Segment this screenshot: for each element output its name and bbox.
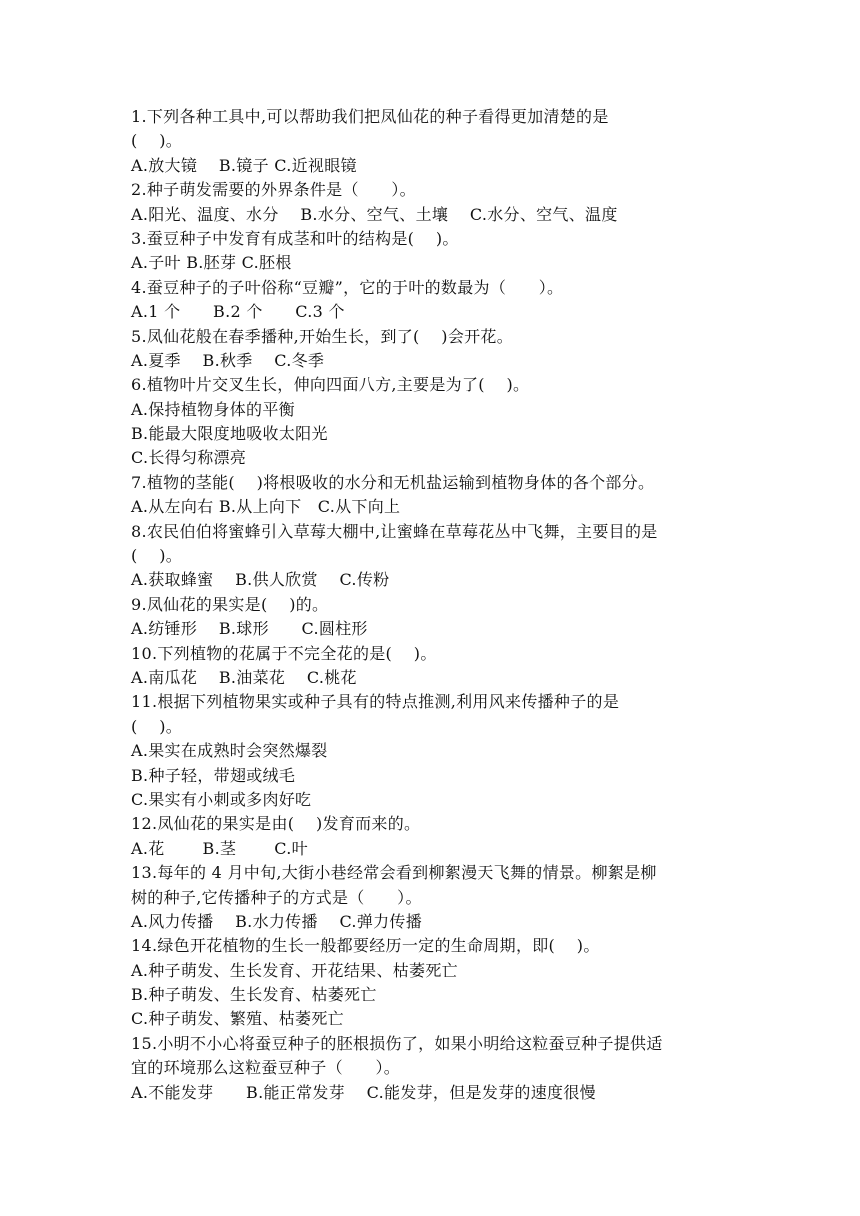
q4-stem: 4.蚕豆种子的子叶俗称“豆瓣”，它的于叶的数最为（ ）。 (131, 277, 564, 297)
q6-option-b: B.能最大限度地吸收太阳光 (131, 424, 328, 444)
q1-stem-line1: 1.下列各种工具中,可以帮助我们把凤仙花的种子看得更加清楚的是 (131, 107, 609, 126)
worksheet-body (131, 105, 741, 1105)
q5-options: A.夏季 B.秋季 C.冬季 (131, 350, 325, 370)
q1-stem-line2: ( )。 (131, 131, 183, 151)
q11-option-c: C.果实有小刺或多肉好吃 (131, 789, 312, 809)
q13-stem-line1: 13.每年的 4 月中旬,大街小巷经常会看到柳絮漫天飞舞的情景。柳絮是柳 (131, 863, 657, 883)
q9-stem: 9.凤仙花的果实是( )的。 (131, 594, 329, 614)
q6-option-a: A.保持植物身体的平衡 (131, 399, 295, 419)
q3-options: A.子叶 B.胚芽 C.胚根 (131, 253, 292, 273)
q6-option-c: C.长得匀称漂亮 (131, 448, 247, 468)
q5-stem: 5.凤仙花般在春季播种,开始生长，到了( )会开花。 (131, 326, 514, 346)
q14-stem: 14.绿色开花植物的生长一般都要经历一定的生命周期，即( )。 (131, 936, 600, 956)
q12-stem: 12.凤仙花的果实是由( )发育而来的。 (131, 814, 421, 834)
q14-option-c: C.种子萌发、繁殖、枯萎死亡 (131, 1009, 344, 1029)
q13-stem-line2: 树的种子,它传播种子的方式是（ ）。 (131, 887, 422, 907)
q7-options: A.从左向右 B.从上向下 C.从下向上 (131, 497, 401, 517)
q1-options: A.放大镜 B.镜子 C.近视眼镜 (131, 155, 357, 175)
q11-option-b: B.种子轻，带翅或绒毛 (131, 765, 296, 785)
q11-stem-line1: 11.根据下列植物果实或种子具有的特点推测,利用风来传播种子的是 (131, 692, 620, 712)
q9-options: A.纺锤形 B.球形 C.圆柱形 (131, 619, 368, 639)
q3-stem: 3.蚕豆种子中发育有成茎和叶的结构是( )。 (131, 228, 459, 248)
q2-options: A.阳光、温度、水分 B.水分、空气、土壤 C.水分、空气、温度 (131, 204, 618, 224)
q10-options: A.南瓜花 B.油菜花 C.桃花 (131, 667, 357, 687)
q11-stem-line2: ( )。 (131, 716, 183, 736)
q12-options: A.花 B.茎 C.叶 (131, 838, 308, 858)
q15-stem-line1: 15.小明不小心将蚕豆种子的胚根损伤了，如果小明给这粒蚕豆种子提供适 (131, 1033, 663, 1053)
q15-stem-line2: 宜的环境那么这粒蚕豆种子（ ）。 (131, 1058, 401, 1078)
q15-options: A.不能发芽 B.能正常发芽 C.能发芽，但是发芽的速度很慢 (131, 1082, 596, 1102)
q14-option-b: B.种子萌发、生长发育、枯萎死亡 (131, 985, 377, 1005)
q6-stem: 6.植物叶片交叉生长，伸向四面八方,主要是为了( )。 (131, 375, 530, 395)
q10-stem: 10.下列植物的花属于不完全花的是( )。 (131, 643, 437, 663)
q13-options: A.风力传播 B.水力传播 C.弹力传播 (131, 911, 423, 931)
q14-option-a: A.种子萌发、生长发育、开花结果、枯萎死亡 (131, 960, 458, 980)
q8-stem-line1: 8.农民伯伯将蜜蜂引入草莓大棚中,让蜜蜂在草莓花丛中飞舞，主要目的是 (131, 521, 658, 541)
q7-stem: 7.植物的茎能( )将根吸收的水分和无机盐运输到植物身体的各个部分。 (131, 472, 655, 492)
q11-option-a: A.果实在成熟时会突然爆裂 (131, 741, 328, 761)
q8-stem-line2: ( )。 (131, 546, 183, 566)
q2-stem: 2.种子萌发需要的外界条件是（ ）。 (131, 180, 416, 200)
q8-options: A.获取蜂蜜 B.供人欣赏 C.传粉 (131, 570, 390, 590)
q4-options: A.1 个 B.2 个 C.3 个 (131, 302, 345, 322)
